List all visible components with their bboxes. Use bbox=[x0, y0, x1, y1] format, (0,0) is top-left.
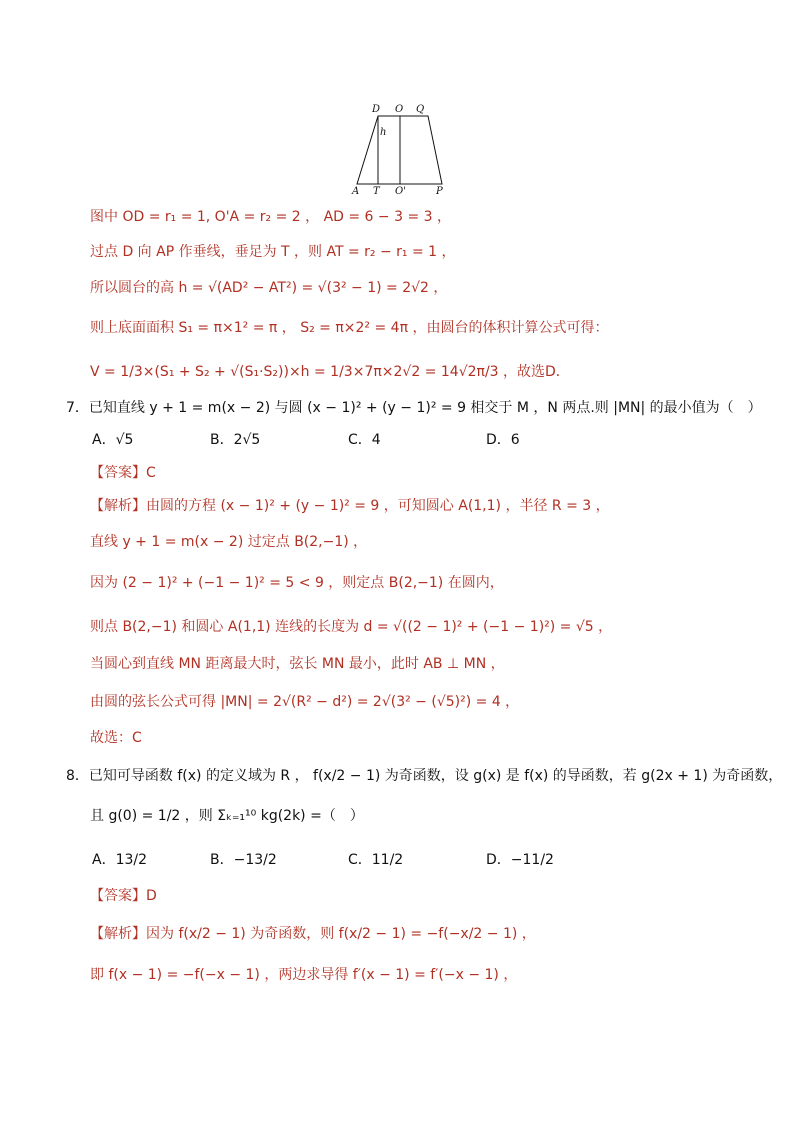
q7-option-b: B．2√5 bbox=[210, 432, 261, 448]
q8-option-b: B．−13/2 bbox=[210, 852, 277, 868]
q7-analysis-line7: 故选：C bbox=[90, 730, 142, 746]
solution6-line1: 图中 OD = r₁ = 1, O'A = r₂ = 2 ， AD = 6 − 3 = 3 ， bbox=[90, 209, 451, 225]
solution6-line4: 则上底面面积 S₁ = π×1² = π ， S₂ = π×2² = 4π ，由圆台的体积计算公式可得： bbox=[90, 320, 609, 336]
q7-analysis-line3: 因为 (2 − 1)² + (−1 − 1)² = 5 < 9 ，则定点 B(2,−1) 在圆内， bbox=[90, 575, 504, 591]
frustum-cross-section-figure bbox=[350, 100, 450, 195]
solution6-line3: 所以圆台的高 h = √(AD² − AT²) = √(3² − 1) = 2√2 ， bbox=[90, 280, 448, 296]
q8-option-c: C．11/2 bbox=[348, 852, 404, 868]
solution6-line2: 过点 D 向 AP 作垂线，垂足为 T ，则 AT = r₂ − r₁ = 1 ， bbox=[90, 244, 456, 260]
label-A: A bbox=[352, 186, 360, 195]
label-O-prime: O' bbox=[395, 186, 406, 195]
label-T: T bbox=[373, 186, 380, 195]
solution6-line5: V = 1/3×(S₁ + S₂ + √(S₁·S₂))×h = 1/3×7π×2√2 = 14√2π/3 ，故选D． bbox=[90, 364, 570, 380]
q8-analysis-line1: 【解析】因为 f(x/2 − 1) 为奇函数，则 f(x/2 − 1) = −f(−x/2 − 1) ， bbox=[90, 926, 536, 942]
q7-option-d: D．6 bbox=[486, 432, 520, 448]
q7-analysis-line6: 由圆的弦长公式可得 |MN| = 2√(R² − d²) = 2√(3² − (√5)²) = 4 ， bbox=[90, 694, 520, 710]
q8-answer: 【答案】D bbox=[90, 888, 157, 904]
q7-option-a: A．√5 bbox=[92, 432, 134, 448]
trapezoid-diagram bbox=[350, 100, 450, 195]
q8-stem-line2: 且 g(0) = 1/2 ，则 Σₖ₌₁¹⁰ kg(2k) =（ ） bbox=[90, 808, 364, 824]
q8-option-d: D．−11/2 bbox=[486, 852, 554, 868]
label-Q: Q bbox=[416, 104, 425, 115]
label-P: P bbox=[436, 186, 443, 195]
q7-analysis-line4: 则点 B(2,−1) 和圆心 A(1,1) 连线的长度为 d = √((2 − 1)² + (−1 − 1)²) = √5 ， bbox=[90, 619, 613, 635]
label-D: D bbox=[372, 104, 381, 115]
q7-answer: 【答案】C bbox=[90, 465, 156, 481]
label-O: O bbox=[395, 104, 404, 115]
q7-analysis-line1: 【解析】由圆的方程 (x − 1)² + (y − 1)² = 9 ，可知圆心 A(1,1) ，半径 R = 3 ， bbox=[90, 498, 610, 514]
q7-stem: 7．已知直线 y + 1 = m(x − 2) 与圆 (x − 1)² + (y − 1)² = 9 相交于 M ，N 两点.则 |MN| 的最小值为（ ） bbox=[66, 400, 762, 416]
label-h: h bbox=[380, 127, 387, 138]
q7-analysis-line2: 直线 y + 1 = m(x − 2) 过定点 B(2,−1) ， bbox=[90, 534, 368, 550]
q7-analysis-line5: 当圆心到直线 MN 距离最大时，弦长 MN 最小，此时 AB ⊥ MN ， bbox=[90, 656, 505, 672]
q8-stem-line1: 8．已知可导函数 f(x) 的定义域为 R ， f(x/2 − 1) 为奇函数，设 g(x) 是 f(x) 的导函数，若 g(2x + 1) 为奇函数， bbox=[66, 768, 783, 784]
q7-option-c: C．4 bbox=[348, 432, 381, 448]
q8-analysis-line2: 即 f(x − 1) = −f(−x − 1) ，两边求导得 f′(x − 1) = f′(−x − 1) ， bbox=[90, 967, 518, 983]
q8-option-a: A．13/2 bbox=[92, 852, 148, 868]
